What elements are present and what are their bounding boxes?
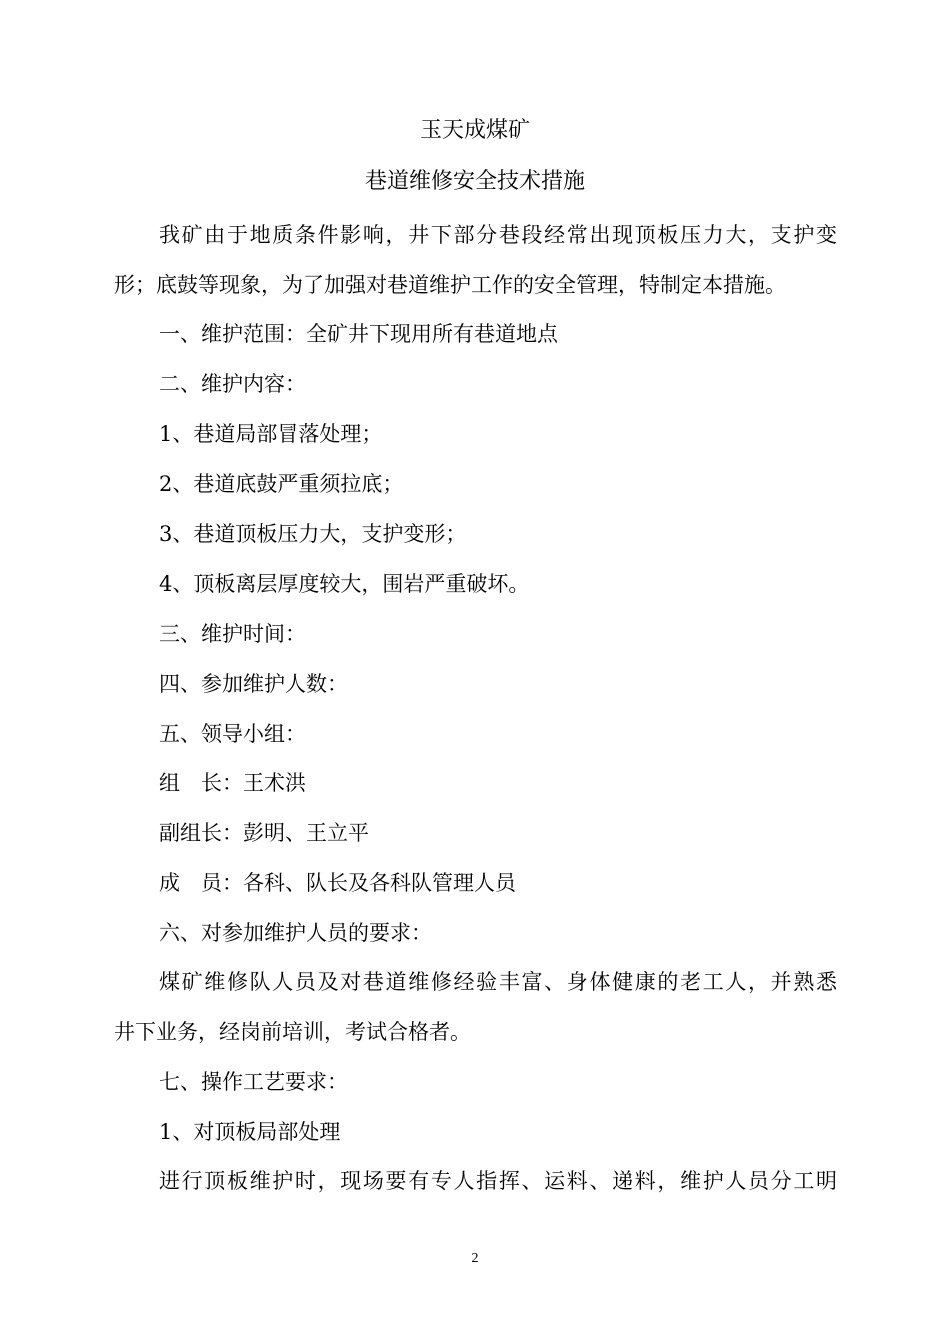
content-item-4: 4、顶板离层厚度较大，围岩严重破坏。 bbox=[159, 572, 530, 596]
section-leadership-group: 五、领导小组： bbox=[159, 722, 306, 746]
intro-paragraph-line-1: 我矿由于地质条件影响，井下部分巷段经常出现顶板压力大，支护变 bbox=[159, 223, 837, 247]
section-maintenance-content: 二、维护内容： bbox=[159, 372, 306, 396]
section-maintenance-time: 三、维护时间： bbox=[159, 622, 306, 646]
intro-paragraph-line-2: 形；底鼓等现象，为了加强对巷道维护工作的安全管理，特制定本措施。 bbox=[114, 273, 786, 297]
content-item-3: 3、巷道顶板压力大，支护变形； bbox=[159, 522, 467, 546]
document-title-measures: 巷道维修安全技术措施 bbox=[364, 169, 585, 194]
document-title-mine: 玉天成煤矿 bbox=[419, 118, 530, 143]
content-item-2: 2、巷道底鼓严重须拉底； bbox=[159, 472, 404, 496]
page-number: 2 bbox=[471, 1251, 479, 1266]
operation-item-1: 1、对顶板局部处理 bbox=[159, 1120, 341, 1144]
section-personnel-requirements: 六、对参加维护人员的要求： bbox=[159, 921, 432, 945]
section-participant-count: 四、参加维护人数： bbox=[159, 672, 348, 696]
members-line: 成 员：各科、队长及各科队管理人员 bbox=[159, 871, 516, 895]
section-maintenance-scope: 一、维护范围：全矿井下现用所有巷道地点 bbox=[159, 322, 558, 346]
operation-paragraph-line-1: 进行顶板维护时，现场要有专人指挥、运料、递料，维护人员分工明 bbox=[159, 1169, 837, 1193]
requirements-paragraph-line-1: 煤矿维修队人员及对巷道维修经验丰富、身体健康的老工人，并熟悉 bbox=[159, 970, 837, 994]
section-operation-requirements: 七、操作工艺要求： bbox=[159, 1070, 348, 1094]
requirements-paragraph-line-2: 井下业务，经岗前培训，考试合格者。 bbox=[114, 1020, 471, 1044]
deputy-leader-line: 副组长：彭明、王立平 bbox=[159, 821, 369, 845]
content-item-1: 1、巷道局部冒落处理； bbox=[159, 422, 383, 446]
group-leader-line: 组 长：王术洪 bbox=[159, 771, 306, 795]
